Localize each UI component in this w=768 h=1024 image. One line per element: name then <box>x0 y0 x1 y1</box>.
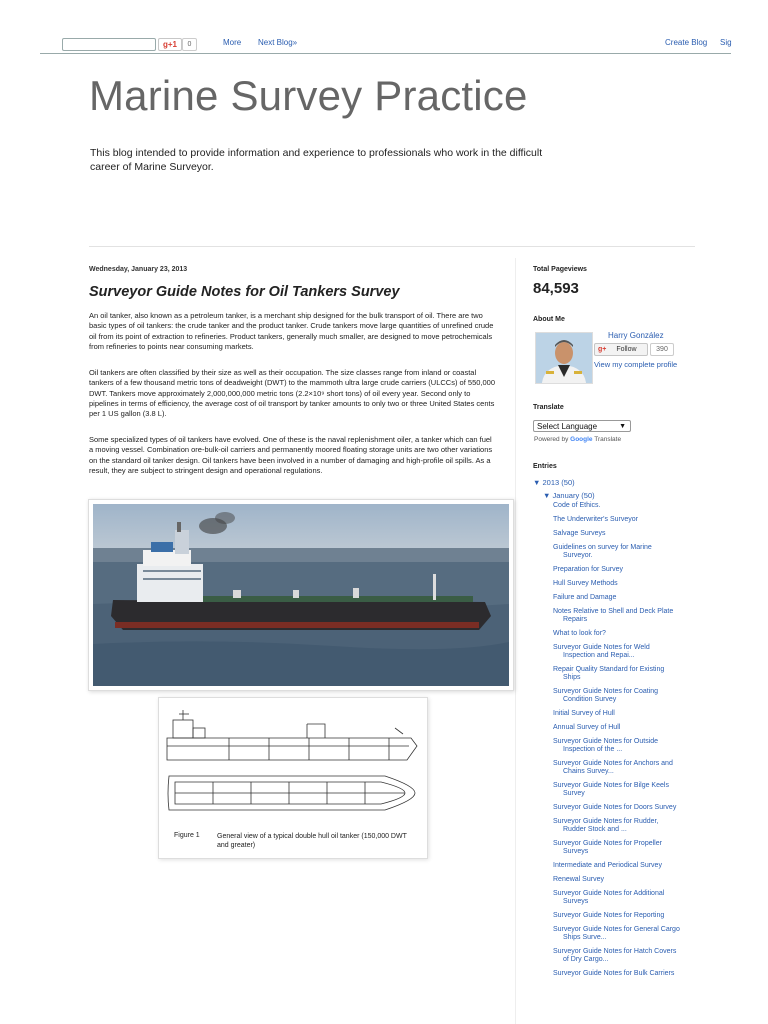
archive-post-title-line: Intermediate and Periodical Survey <box>553 862 662 869</box>
view-profile-link[interactable]: View my complete profile <box>594 360 678 369</box>
archive-post-title-line: Surveyor Guide Notes for Weld <box>553 644 650 651</box>
archive-post-list <box>553 502 703 984</box>
archive-post-link[interactable] <box>553 566 703 574</box>
archive-post-link[interactable] <box>553 926 703 942</box>
tanker-photo[interactable] <box>88 499 514 691</box>
dropdown-arrow-icon: ▼ <box>619 423 626 430</box>
create-blog-link[interactable]: Create Blog <box>665 38 708 47</box>
archive-post-title-line: Renewal Survey <box>553 876 604 883</box>
archive-post-title-line: Guidelines on survey for Marine <box>553 544 652 551</box>
archive-post-link[interactable] <box>553 710 703 718</box>
archive-post-link[interactable] <box>553 666 703 682</box>
archive-post-title-line: Surveyor Guide Notes for Rudder, <box>553 818 659 825</box>
archive-post-link[interactable] <box>553 876 703 884</box>
archive-post-link[interactable] <box>553 644 703 660</box>
figure-label: Figure 1 <box>174 832 200 839</box>
archive-post-link[interactable] <box>553 516 703 524</box>
archive-post-link[interactable] <box>553 970 703 978</box>
more-link[interactable]: More <box>223 38 242 47</box>
archive-post-title-line: Surveyor Guide Notes for Doors Survey <box>553 804 677 811</box>
google-plus-one-button[interactable]: g+1 <box>158 38 182 51</box>
archive-post-link[interactable] <box>553 630 703 638</box>
archive-post-title-line: Surveyor Guide Notes for Coating <box>553 688 659 695</box>
archive-post-title-line: Repair Quality Standard for Existing <box>553 666 665 673</box>
sidebar-divider <box>515 258 516 1024</box>
archive-post-link[interactable] <box>553 530 703 538</box>
archive-post-link[interactable] <box>553 804 703 812</box>
archive-year-2013[interactable]: ▼ 2013 (50) <box>533 478 575 487</box>
navbar-search-input[interactable] <box>62 38 156 51</box>
archive-post-link[interactable] <box>553 608 703 624</box>
google-logo: Google <box>570 436 593 443</box>
archive-post-link[interactable] <box>553 760 703 776</box>
blog-title[interactable]: Marine Survey Practice <box>89 72 528 119</box>
archive-post-title-line: The Underwriter's Surveyor <box>553 516 638 523</box>
archive-post-link[interactable] <box>553 890 703 906</box>
google-plus-count: 0 <box>182 38 197 51</box>
navbar-divider <box>40 53 731 54</box>
follow-count: 390 <box>650 343 674 356</box>
next-blog-link[interactable]: Next Blog» <box>258 38 298 47</box>
archive-post-title-line: Surveyor Guide Notes for Propeller <box>553 840 662 847</box>
archive-post-title-line: Failure and Damage <box>553 594 617 601</box>
archive-post-title-continuation: Inspection of the ... <box>563 746 623 753</box>
archive-post-title-continuation: Inspection and Repai... <box>563 652 635 659</box>
archive-post-title-line: Notes Relative to Shell and Deck Plate <box>553 608 674 615</box>
archive-post-link[interactable] <box>553 782 703 798</box>
archive-post-title-continuation: Ships <box>563 674 581 681</box>
archive-post-title-line: Annual Survey of Hull <box>553 724 621 731</box>
tanker-diagram-figure[interactable] <box>158 697 428 859</box>
archive-post-link[interactable] <box>553 738 703 754</box>
archive-post-title-line: Salvage Surveys <box>553 530 606 537</box>
archive-post-title-line: Surveyor Guide Notes for Outside <box>553 738 659 745</box>
archive-post-link[interactable] <box>553 502 703 510</box>
post-paragraph-2: Oil tankers are often classified by their size as well as their occupation. The size classes range from inland or coastal tankers of a few thousand metric tons of deadweight (DWT) to the mammoth ultra large crude carriers (ULCCs) of 550,000 DWT. Tankers move approximately 2,000,000,000 metric tons (2.2×10⁹ short tons) of oil every year. Second only to pipelines in terms of efficiency, the average cost of oil transport by tanker amounts to only two or three United States cents per 1 US gallon (3.8 L). <box>89 368 496 419</box>
archive-post-title-continuation: Survey <box>563 790 585 797</box>
archive-post-link[interactable] <box>553 688 703 704</box>
archive-post-title-line: Surveyor Guide Notes for Hatch Covers <box>553 948 677 955</box>
archive-post-link[interactable] <box>553 840 703 856</box>
pageviews-heading: Total Pageviews <box>533 266 587 273</box>
pageviews-count: 84,593 <box>533 280 579 297</box>
archive-post-link[interactable] <box>553 580 703 588</box>
sign-in-link[interactable]: Sig <box>720 38 732 47</box>
blog-description: This blog intended to provide information and experience to professionals who work in the difficult career of Marine Surveyor. <box>90 147 543 173</box>
tanker-diagram-drawing <box>159 698 427 828</box>
about-heading: About Me <box>533 316 565 323</box>
archive-post-link[interactable] <box>553 594 703 602</box>
language-select-value: Select Language <box>537 422 598 431</box>
archive-post-link[interactable] <box>553 948 703 964</box>
author-avatar[interactable] <box>535 332 593 384</box>
post-title[interactable]: Surveyor Guide Notes for Oil Tankers Survey <box>89 284 400 300</box>
archive-month-january[interactable]: ▼ January (50) <box>543 491 595 500</box>
archive-post-title-continuation: Condition Survey <box>563 696 617 703</box>
post-date: Wednesday, January 23, 2013 <box>89 266 188 273</box>
archive-post-title-line: Surveyor Guide Notes for Reporting <box>553 912 665 919</box>
follow-button[interactable] <box>594 343 648 356</box>
translate-label: Translate <box>594 436 622 443</box>
archive-post-title-continuation: Surveys <box>563 848 589 855</box>
archive-post-title-line: Surveyor Guide Notes for General Cargo <box>553 926 680 933</box>
translate-heading: Translate <box>533 404 564 411</box>
google-plus-icon: g+ <box>598 346 607 353</box>
archive-post-title-continuation: Surveyor. <box>563 552 593 559</box>
author-photo <box>536 333 592 383</box>
entries-heading: Entries <box>533 463 557 470</box>
archive-post-title-continuation: Repairs <box>563 616 588 623</box>
archive-post-link[interactable] <box>553 912 703 920</box>
archive-post-title-line: Initial Survey of Hull <box>553 710 615 717</box>
archive-post-link[interactable] <box>553 818 703 834</box>
archive-post-title-line: Surveyor Guide Notes for Anchors and <box>553 760 673 767</box>
archive-post-title-line: Surveyor Guide Notes for Additional <box>553 890 665 897</box>
archive-post-title-continuation: Surveys <box>563 898 589 905</box>
tanker-photo-image <box>93 504 509 686</box>
archive-post-title-line: Preparation for Survey <box>553 566 624 573</box>
archive-post-title-line: Surveyor Guide Notes for Bulk Carriers <box>553 970 675 977</box>
blogger-navbar <box>0 0 768 54</box>
archive-post-link[interactable] <box>553 544 703 560</box>
figure-caption: General view of a typical double hull oil tanker (150,000 DWT and greater) <box>217 833 407 849</box>
powered-by-google-translate[interactable] <box>534 436 621 443</box>
author-name-link[interactable]: Harry González <box>608 331 664 340</box>
archive-post-title-line: Hull Survey Methods <box>553 580 618 587</box>
archive-post-title-continuation: Rudder Stock and ... <box>563 826 627 833</box>
archive-post-link[interactable] <box>553 862 703 870</box>
language-select[interactable] <box>533 420 631 432</box>
post-paragraph-1: An oil tanker, also known as a petroleum tanker, is a merchant ship designed for the bulk transport of oil. There are two basic types of oil tankers: the crude tanker and the product tanker. Crude tankers move large quantities of unrefined crude oil from its point of extraction to refineries. Product tankers, generally much smaller, are designed to move petrochemicals from refineries to points near consuming markets. <box>89 311 494 351</box>
archive-post-title-line: Code of Ethics. <box>553 502 601 509</box>
follow-label: Follow <box>616 346 637 353</box>
archive-post-title-continuation: Chains Survey... <box>563 768 614 775</box>
header-divider <box>89 246 695 247</box>
post-paragraph-3: Some specialized types of oil tankers have evolved. One of these is the naval replenishment oiler, a tanker which can fuel a moving vessel. Combination ore-bulk-oil carriers and permanently moored floating storage units are two other variations on the standard oil tanker design. Oil tankers have been involved in a number of damaging and high-profile oil spills. As a result, they are subject to stringent design and operational regulations. <box>89 435 493 475</box>
archive-post-title-line: What to look for? <box>553 630 606 637</box>
archive-post-title-continuation: Ships Surve... <box>563 934 607 941</box>
archive-post-link[interactable] <box>553 724 703 732</box>
archive-post-title-continuation: of Dry Cargo... <box>563 956 609 963</box>
archive-post-title-line: Surveyor Guide Notes for Bilge Keels <box>553 782 669 789</box>
powered-by-label: Powered by <box>534 436 569 443</box>
